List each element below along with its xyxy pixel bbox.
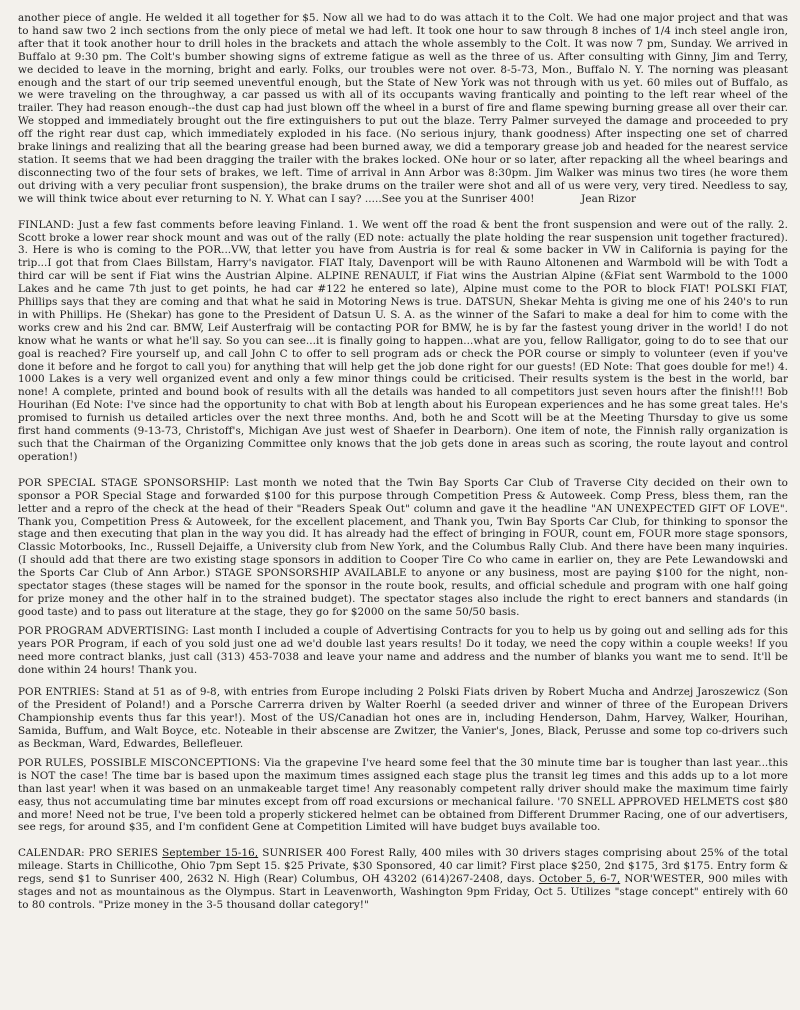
- stage-sponsorship-paragraph: [18, 477, 788, 619]
- signature-jean-rizor: Jean Rizor: [581, 192, 637, 205]
- stage-sponsorship-text: POR SPECIAL STAGE SPONSORSHIP: Last month we noted that the Twin Bay Sports Car Club of Traverse City decided on their own to sponsor a POR Special Stage and forwarded $100 for this purpose through Competition Press & Autoweek. Comp Press, bless them, ran the letter and a repro of the check at the head of their "Readers Speak Out" column and gave it the headline "AN UNEXPECTED GIFT OF LOVE". Thank you, Competition Press & Autoweek, for the excellent placement, and Thank you, Twin Bay Sports Car Club, for thinking to sponsor the stage and then executing that plan in the way you did. It has already had the effect of bringing in FOUR, count em, FOUR more stage sponsors, Classic Motorbooks, Inc., Russell Dejaiffe, a University club from New York, and the Columbus Rally Club. And there have been many inquiries. (I should add that there are two existing stage sponsors in addition to Cooper Tire Co who came in earlier on, they are Pete Lewandowski and the Sports Car Club of Ann Arbor.) STAGE SPONSORSHIP AVAILABLE to anyone or any business, most are paying $100 for the night, non-spectator stages (these stages will be named for the sponsor in the route book, results, and official schedule and program with one half going for prize money and the other half in to the strained budget). The spectator stages also include the right to erect banners and standards (in good taste) and to pass out literature at the stage, they go for $2000 on the same 50/50 basis.: [18, 476, 788, 618]
- entries-paragraph: [18, 686, 788, 751]
- finland-paragraph: [18, 219, 788, 464]
- calendar-date-norwester: October 5, 6-7,: [538, 873, 621, 886]
- buffalo-trip-text: another piece of angle. He welded it all together for $5. Now all we had to do was attach it to the Colt. We had one major project and that was to hand saw two 2 inch sections from the only piece of metal we had left. It took one hour to saw through 8 inches of 1/4 inch steel angle iron, after that it took another hour to drill holes in the brackets and attach the whole assembly to the Colt. It was now 7 pm, Sunday. We arrived in Buffalo at 9:30 pm. The Colt's bumber showing signs of extreme fatigue as well as the three of us. After consulting with Ginny, Jim and Terry, we decided to leave in the morning, bright and early. Folks, our troubles were not over. 8-5-73, Mon., Buffalo N. Y. The norning was pleasant enough and the start of our trip seemed uneventful enough, but the State of New York was not through with us yet. 60 miles out of Buffalo, as we were traveling on the throughway, a car passed us with all of its occupants waving frantically and pointing to the left rear wheel of the trailer. They had reason enough--the dust cap had just blown off the wheel in a burst of fire and flame spewing burning grease all over their car. We stopped and immediately brought out the fire extinguishers to put out the blaze. Terry Palmer surveyed the damage and proceeded to pry off the right rear dust cap, which immediately exploded in his face. (No serious injury, thank goodness) After inspecting one set of charred brake linings and realizing that all the bearing grease had been burned away, we did a temporary grease job and headed for the nearest service station. It seems that we had been dragging the trailer with the brakes locked. ONe hour or so later, after repacking all the wheel bearings and disconnecting two of the four sets of brakes, we left. Time of arrival in Ann Arbor was 8:30pm. Jim Walker was minus two tires (he wore them out driving with a very peculiar front suspension), the brake drums on the trailer were shot and all of us were very, very tired. Needless to say, we will think twice about ever returning to N. Y. What can I say? .....See you at the Sunriser 400!: [18, 12, 788, 205]
- calendar-date-sunriser: September 15-16,: [162, 847, 259, 860]
- program-advertising-paragraph: [18, 625, 788, 677]
- buffalo-trip-paragraph: [18, 12, 788, 206]
- finland-ed-note: (Ed Note: I've since had the opportunity to chat with Bob at length about his European experiences and he has some great tales. He's promised to furnish us detailed articles over the next three months. And, both he and Scott will be at the Meeting Thursday to give us some first hand comments (9-13-73, Christoff's, Michigan Ave just west of Shaefer in Dearborn). One item of note, the Finnish rally organization is such that the Chairman of the Organizing Committee only knows that the job gets done in areas such as scoring, the route layout and control operation!): [18, 399, 788, 463]
- program-advertising-text: POR PROGRAM ADVERTISING: Last month I included a couple of Advertising Contracts for you to help us by going out and selling ads for this years POR Program, if each of you sold just one ad we'd double last years results! Do it today, we need the copy within a couple weeks! If you need more contract blanks, just call (313) 453-7038 and leave your name and address and the number of blanks you want me to send. It'll be done within 24 hours! Thank you.: [18, 624, 788, 676]
- finland-text: FINLAND: Just a few fast comments before leaving Finland. 1. We went off the road & bent the front suspension and were out of the rally. 2. Scott broke a lower rear shock mount and was out of the rally (ED note: actually the plate holding the rear suspension unit together fractured). 3. Here is who is coming to the POR...VW, that letter you have from Austria is for real & some backer in VW in California is paying for the trip...I got that from Claes Billstam, Harry's navigator. FIAT Italy, Davenport will be with Rauno Altonenen and Warmbold will be with Todt a third car will be sent if Fiat wins the Austrian Alpine. ALPINE RENAULT, if Fiat wins the Austrian Alpine (&Fiat sent Warmbold to the 1000 Lakes and he came 7th just to get points, he had car #122 he entered so late), Alpine must come to the POR to block FIAT! POLSKI FIAT, Phillips says that they are coming and that what he said in Motoring News is true. DATSUN, Shekar Mehta is giving me one of his 240's to run in with Phillips. He (Shekar) has gone to the President of Datsun U. S. A. as the winner of the Safari to make a deal for him to come with the works crew and his 2nd car. BMW, Leif Austerfraig will be contacting POR for BMW, he is by far the fastest young driver in the world! I do not know what he wants or what he'll say. So you can see...it is finally going to happen...what are you, fellow Ralligator, going to do to see that our goal is reached? Fire yourself up, and call John C to offer to sell program ads or check the POR course or simply to volunteer (even if you've done it before and he forgot to call you) for anything that will help get the job done right for our guests! (ED Note: That goes double for me!) 4. 1000 Lakes is a very well organized event and only a few minor things could be criticised. Their results system is the best in the world, bar none! A complete, printed and bound book of results with all the details was handed to all competitors just seven hours after the finish!!! Bob Hourihan: [18, 218, 788, 412]
- entries-text: POR ENTRIES: Stand at 51 as of 9-8, with entries from Europe including 2 Polski Fiats driven by Robert Mucha and Andrzej Jaroszewicz (Son of the President of Poland!) and a Porsche Carrerra driven by Walter Roerhl (a seeded driver and winner of three of the European Drivers Championship events thus far this year!). Most of the US/Canadian hot ones are in, including Henderson, Dahm, Harvey, Walker, Hourihan, Samida, Buffum, and Walt Boyce, etc. Noteable in their abscense are Zwitzer, the Vanier's, Jones, Black, Perusse and some top co-drivers such as Beckman, Ward, Edwardes, Bellefleuer.: [18, 686, 788, 751]
- calendar-paragraph: [18, 847, 788, 912]
- calendar-sunriser-text: SUNRISER 400 Forest Rally, 400 miles with 30 drivers stages comprising about 25% of the total mileage. Starts in Chillicothe, Ohio 7pm Sept 15. $25 Private, $30 Sponsored, 40 car limit? First place $250, 2nd $175, 3rd $175. Entry form & regs, send $1 to Sunriser 400, 2632 N. High (Rear) Columbus, OH 43202 (614)267-2408, days.: [18, 847, 789, 886]
- calendar-lead: CALENDAR: PRO SERIES: [18, 847, 163, 860]
- calendar-norwester-text: NOR'WESTER, 900 miles with stages and not as mountainous as the Olympus. Start in Leavenworth, Washington 9pm Friday, Oct 5. Utilizes "stage concept" entirely with 60 to 80 controls. "Prize money in the 3-5 thousand dollar category!": [18, 873, 789, 911]
- rules-paragraph: [18, 757, 788, 834]
- rules-text: POR RULES, POSSIBLE MISCONCEPTIONS: Via the grapevine I've heard some feel that the 30 minute time bar is tougher than last year...this is NOT the case! The time bar is based upon the maximum times assigned each stage plus the transit leg times and this adds up to a lot more than last year! when it was based on an unmakeable target time! Any reasonably competent rally driver should make the maximum time fairly easy, thus not accumulating time bar minutes except from off road excursions or mechanical failure. '70 SNELL APPROVED HELMETS cost $80 and more! Need not be true, I've been told a properly stickered helmet can be obtained from Different Drummer Racing, one of our advertisers, see regs, for around $35, and I'm confident Gene at Competition Limited will have budget buys available too.: [18, 756, 788, 834]
